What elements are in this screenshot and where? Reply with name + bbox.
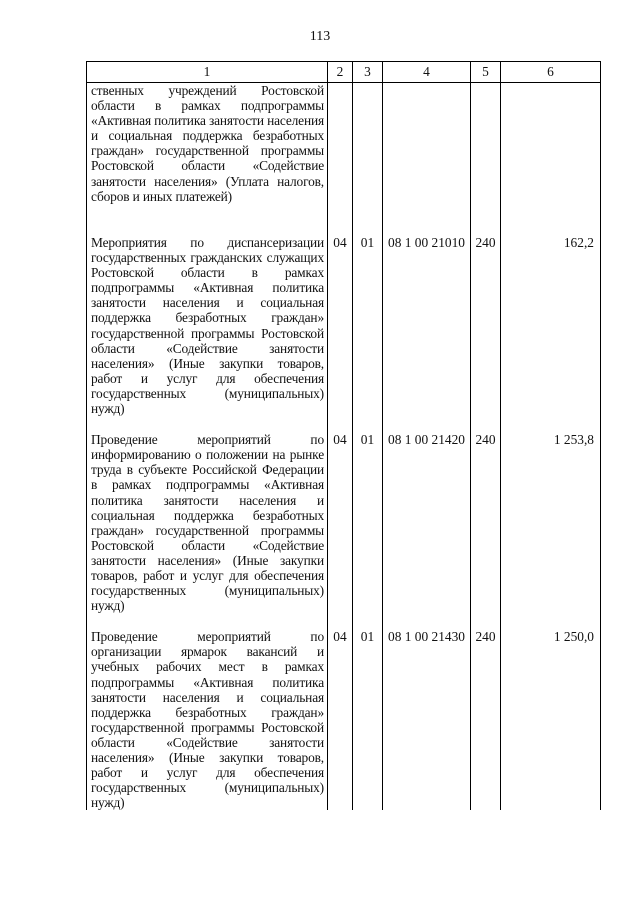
row-description: ственных учреждений Ростовской области в рамках подпрограммы «Активная политика занятости населения и социальная поддержка безработных граждан» государственной программы Ростовской области «Содействие занятости населения» (Уплата налогов, сборов и иных платежей) (87, 83, 328, 220)
row-col2: 04 (328, 613, 353, 810)
page-number: 113 (309, 29, 331, 44)
table-row (87, 83, 601, 220)
row-col4: 08 1 00 21430 (383, 613, 471, 810)
row-col5: 240 (471, 416, 501, 613)
column-header-5: 5 (471, 62, 501, 83)
row-col4 (383, 83, 471, 220)
row-description: Проведение мероприятий по информированию о положении на рынке труда в субъекте Российской Федерации в рамках подпрограммы «Активная политика занятости населения и социальная поддержка безработных граждан» государственной программы Ростовской области «Содействие занятости населения» (Иные закупки товаров, работ и услуг для обеспечения государственных (муниципальных) нужд) (87, 416, 328, 613)
row-col6 (501, 83, 601, 220)
row-col6: 162,2 (501, 219, 601, 416)
table-row (87, 219, 601, 416)
column-header-6: 6 (501, 62, 601, 83)
row-col3: 01 (353, 613, 383, 810)
column-header-4: 4 (383, 62, 471, 83)
row-description: Проведение мероприятий по организации ярмарок вакансий и учебных рабочих мест в рамках подпрограммы «Активная политика занятости населения и социальная поддержка безработных граждан» государственной программы Ростовской области «Содействие занятости населения» (Иные закупки товаров, работ и услуг для обеспечения государственных (муниципальных) нужд) (87, 613, 328, 810)
column-header-1: 1 (87, 62, 328, 83)
row-col5: 240 (471, 613, 501, 810)
row-col2: 04 (328, 219, 353, 416)
row-col5: 240 (471, 219, 501, 416)
table-row (87, 613, 601, 810)
table-header-row (87, 62, 601, 83)
row-col2 (328, 83, 353, 220)
column-header-2: 2 (328, 62, 353, 83)
table-row (87, 416, 601, 613)
row-col3: 01 (353, 219, 383, 416)
row-col2: 04 (328, 416, 353, 613)
row-description: Мероприятия по диспансеризации государственных гражданских служащих Ростовской области в рамках подпрограммы «Активная политика занятости населения и социальная поддержка безработных граждан» государственной программы Ростовской области «Содействие занятости населения» (Иные закупки товаров, работ и услуг для обеспечения государственных (муниципальных) нужд) (87, 219, 328, 416)
column-header-3: 3 (353, 62, 383, 83)
row-col6: 1 253,8 (501, 416, 601, 613)
row-col5 (471, 83, 501, 220)
row-col4: 08 1 00 21010 (383, 219, 471, 416)
row-col3: 01 (353, 416, 383, 613)
row-col3 (353, 83, 383, 220)
row-col6: 1 250,0 (501, 613, 601, 810)
row-col4: 08 1 00 21420 (383, 416, 471, 613)
budget-table (86, 61, 601, 810)
